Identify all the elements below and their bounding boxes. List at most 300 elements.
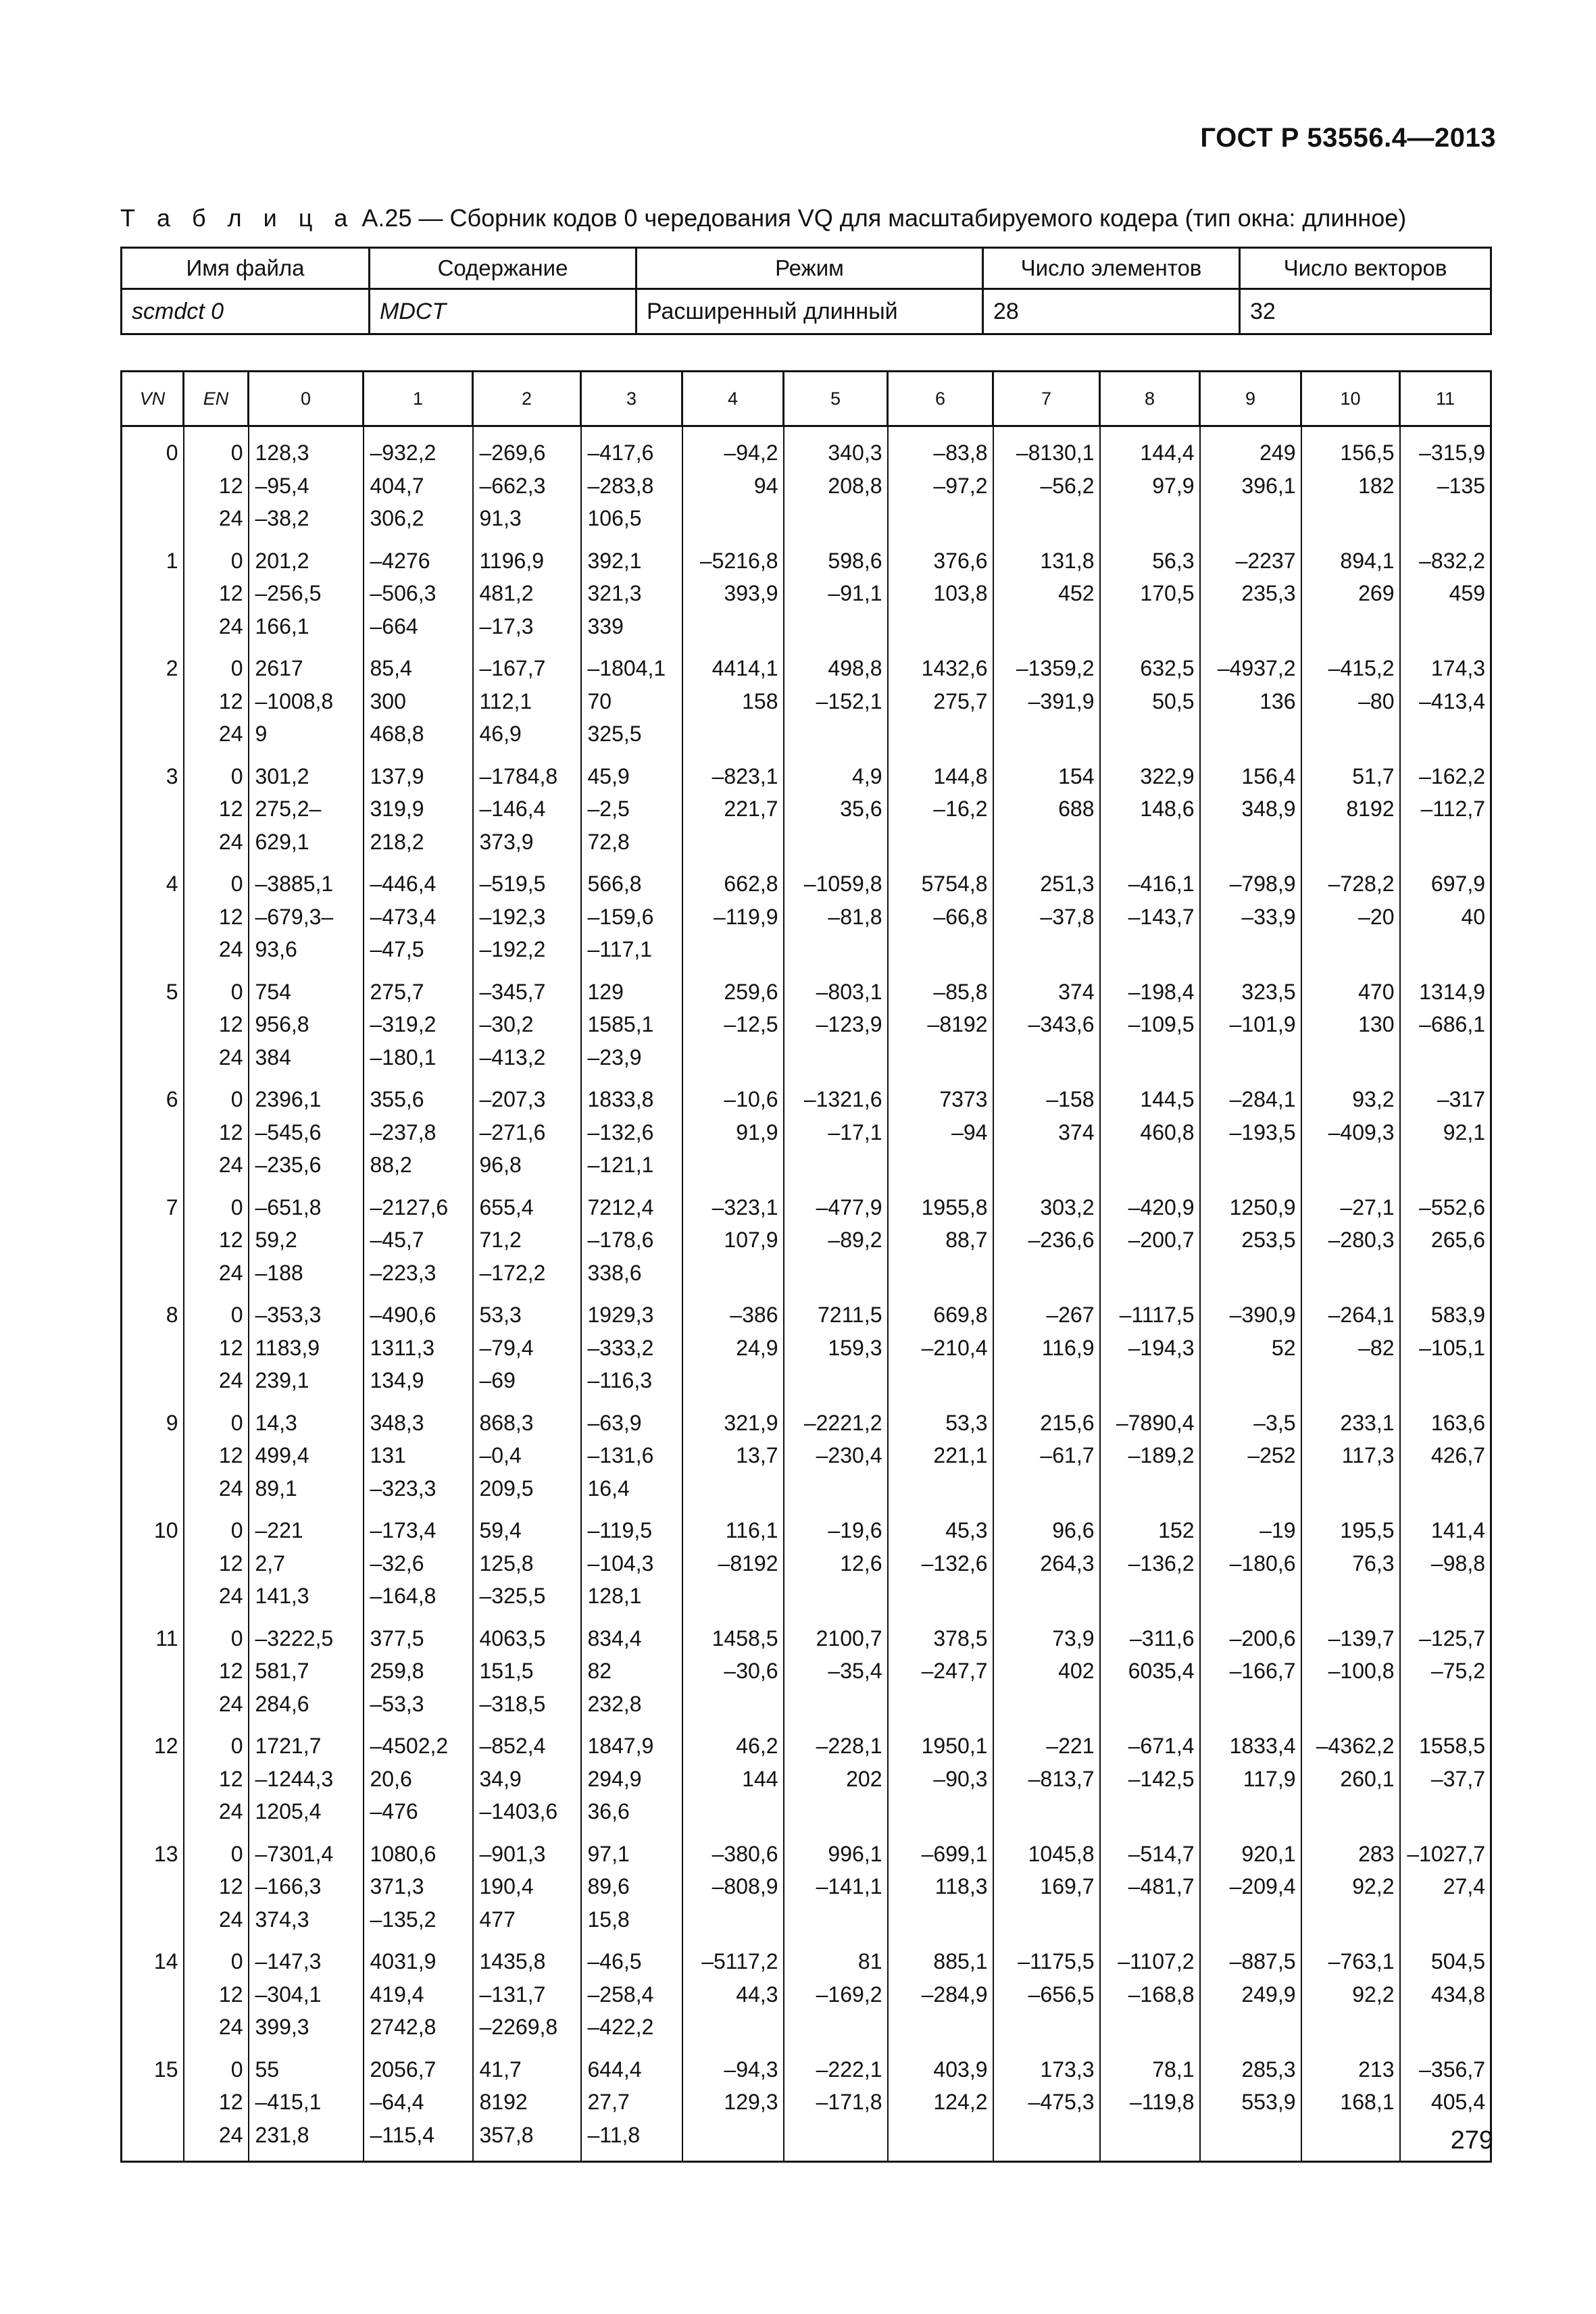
cell-value: 275,2– xyxy=(255,797,322,821)
cell-value: –319,2 xyxy=(370,1012,437,1036)
cell-value: 0 xyxy=(230,1734,243,1758)
cell-value: –333,2 xyxy=(587,1335,654,1360)
cell-value: 12 xyxy=(218,1874,243,1898)
value-cell-col-2 xyxy=(473,760,581,868)
cell-value: –109,5 xyxy=(1128,1012,1195,1036)
cell-value: 27,4 xyxy=(1443,1874,1485,1898)
cell-value: 174,3 xyxy=(1430,656,1485,680)
cell-value: –679,3– xyxy=(255,904,334,929)
cell-value: 94 xyxy=(753,473,778,498)
value-cell-col-9 xyxy=(1200,2053,1301,2162)
cell-value: 12,6 xyxy=(840,1551,882,1576)
cell-value: –12,5 xyxy=(724,1012,778,1036)
cell-value: 392,1 xyxy=(587,548,642,573)
cell-value: 4414,1 xyxy=(712,656,778,680)
cell-value: –413,2 xyxy=(479,1045,546,1070)
cell-value: 319,9 xyxy=(370,797,424,821)
vector-row-group xyxy=(122,1622,1491,1730)
cell-value: 151,5 xyxy=(479,1659,534,1683)
cell-value: –258,4 xyxy=(587,1982,654,2007)
cell-value: –409,3 xyxy=(1328,1120,1395,1145)
spacer-cell xyxy=(1200,426,1301,437)
cell-value: –171,8 xyxy=(816,2090,882,2114)
vn-cell xyxy=(122,2053,184,2162)
cell-value: 20,6 xyxy=(370,1766,412,1791)
value-cell-col-0 xyxy=(249,2053,364,2162)
en-cell xyxy=(184,1514,249,1622)
cell-value: 376,6 xyxy=(933,548,988,573)
value-cell-col-2 xyxy=(473,652,581,760)
cell-value: 553,9 xyxy=(1241,2090,1296,2114)
value-cell-col-5 xyxy=(784,2053,888,2162)
cell-value: 53,3 xyxy=(479,1303,522,1327)
cell-value: –4276 xyxy=(370,548,430,573)
cell-value: 78,1 xyxy=(1152,2057,1195,2082)
value-cell-col-7 xyxy=(993,436,1100,545)
cell-value: –142,5 xyxy=(1128,1766,1195,1791)
cell-value: –852,4 xyxy=(479,1734,546,1758)
cell-value: 294,9 xyxy=(587,1766,642,1791)
cell-value: 103,8 xyxy=(933,581,988,605)
cell-value: –188 xyxy=(255,1260,303,1285)
cell-value: 5 xyxy=(166,979,178,1004)
cell-value: –664 xyxy=(370,613,418,638)
vector-row-group xyxy=(122,1838,1491,1946)
cell-value: –47,5 xyxy=(370,937,424,961)
value-cell-col-11 xyxy=(1400,652,1491,760)
value-cell-col-11 xyxy=(1400,976,1491,1084)
value-cell-col-7 xyxy=(993,545,1100,653)
cell-value: 920,1 xyxy=(1241,1841,1296,1866)
cell-value: 128,1 xyxy=(587,1584,642,1608)
value-cell-col-9 xyxy=(1200,1622,1301,1730)
en-cell xyxy=(184,2053,249,2162)
cell-value: 322,9 xyxy=(1140,763,1195,788)
cell-value: 158 xyxy=(742,688,778,713)
cell-value: 0 xyxy=(230,441,243,465)
cell-value: –4502,2 xyxy=(370,1734,449,1758)
cell-value: 1833,8 xyxy=(587,1087,654,1111)
cell-value: 45,3 xyxy=(945,1518,988,1542)
cell-value: 1558,5 xyxy=(1419,1734,1485,1758)
value-cell-col-1 xyxy=(364,2053,473,2162)
spacer-cell xyxy=(1301,426,1400,437)
cell-value: –1321,6 xyxy=(803,1087,882,1111)
column-header: 0 xyxy=(249,372,364,426)
value-cell-col-0 xyxy=(249,1945,364,2053)
cell-value: –210,4 xyxy=(921,1335,988,1360)
cell-value: 92,2 xyxy=(1352,1874,1395,1898)
cell-value: –209,4 xyxy=(1229,1874,1296,1898)
value-cell-col-11 xyxy=(1400,1191,1491,1299)
cell-value: –7301,4 xyxy=(255,1841,334,1866)
spacer-cell xyxy=(249,426,364,437)
cell-value: –1784,8 xyxy=(479,763,558,788)
cell-value: 419,4 xyxy=(370,1982,424,2007)
value-cell-col-5 xyxy=(784,1622,888,1730)
cell-value: –3222,5 xyxy=(255,1626,334,1651)
cell-value: –146,4 xyxy=(479,797,546,821)
cell-value: 40 xyxy=(1461,904,1485,929)
value-cell-col-0 xyxy=(249,436,364,545)
en-cell xyxy=(184,867,249,976)
value-cell-col-6 xyxy=(888,1299,993,1407)
cell-value: –121,1 xyxy=(587,1153,654,1177)
cell-value: –98,8 xyxy=(1430,1551,1485,1576)
value-cell-col-8 xyxy=(1100,1730,1200,1838)
value-cell-col-9 xyxy=(1200,1838,1301,1946)
cell-value: –131,7 xyxy=(479,1982,546,2007)
cell-value: –32,6 xyxy=(370,1551,424,1576)
cell-value: –119,9 xyxy=(714,904,778,929)
value-cell-col-6 xyxy=(888,1514,993,1622)
value-cell-col-1 xyxy=(364,1838,473,1946)
spacer-cell xyxy=(784,426,888,437)
cell-value: –2127,6 xyxy=(370,1194,449,1219)
value-cell-col-3 xyxy=(581,1083,682,1191)
vector-row-group xyxy=(122,760,1491,868)
value-cell-col-5 xyxy=(784,1514,888,1622)
cell-value: –932,2 xyxy=(370,441,437,465)
value-cell-col-2 xyxy=(473,976,581,1084)
value-cell-col-3 xyxy=(581,436,682,545)
value-cell-col-8 xyxy=(1100,652,1200,760)
cell-value: 232,8 xyxy=(587,1691,642,1716)
value-cell-col-4 xyxy=(682,1299,784,1407)
cell-value: 0 xyxy=(230,656,243,680)
value-cell-col-5 xyxy=(784,1407,888,1515)
cell-value: –19 xyxy=(1260,1518,1296,1542)
value-cell-col-5 xyxy=(784,1299,888,1407)
cell-value: –104,3 xyxy=(587,1551,654,1576)
cell-value: 357,8 xyxy=(479,2122,534,2147)
value-cell-col-10 xyxy=(1301,1083,1400,1191)
value-cell-col-1 xyxy=(364,1622,473,1730)
cell-value: –1008,8 xyxy=(255,688,334,713)
cell-value: 137,9 xyxy=(370,763,424,788)
cell-value: 202 xyxy=(846,1766,882,1791)
cell-value: –1244,3 xyxy=(255,1766,334,1791)
value-cell-col-9 xyxy=(1200,1407,1301,1515)
cell-value: 1250,9 xyxy=(1229,1194,1296,1219)
cell-value: 14 xyxy=(153,1949,178,1973)
cell-value: 355,6 xyxy=(370,1087,424,1111)
cell-value: 499,4 xyxy=(255,1443,309,1467)
cell-value: 52 xyxy=(1271,1335,1296,1360)
value-cell-col-6 xyxy=(888,1191,993,1299)
value-cell-col-1 xyxy=(364,976,473,1084)
cell-value: –94,3 xyxy=(724,2057,778,2082)
cell-value: 24 xyxy=(218,1476,243,1501)
cell-value: –808,9 xyxy=(712,1874,778,1898)
value-cell-col-1 xyxy=(364,1730,473,1838)
value-cell-col-7 xyxy=(993,1407,1100,1515)
cell-value: 118,3 xyxy=(934,1874,988,1898)
cell-value: 1 xyxy=(166,548,178,573)
cell-value: 141,3 xyxy=(255,1584,309,1608)
cell-value: –514,7 xyxy=(1128,1841,1195,1866)
en-cell xyxy=(184,545,249,653)
value-cell-col-8 xyxy=(1100,1945,1200,2053)
vector-row-group xyxy=(122,1945,1491,2053)
cell-value: 239,1 xyxy=(255,1368,309,1392)
value-cell-col-8 xyxy=(1100,976,1200,1084)
value-cell-col-11 xyxy=(1400,1730,1491,1838)
value-cell-col-8 xyxy=(1100,545,1200,653)
cell-value: 306,2 xyxy=(370,506,424,530)
cell-value: –167,7 xyxy=(479,656,546,680)
value-cell-col-9 xyxy=(1200,436,1301,545)
value-cell-col-8 xyxy=(1100,1299,1200,1407)
cell-value: –147,3 xyxy=(255,1949,322,1973)
cell-value: –1403,6 xyxy=(479,1799,558,1823)
vn-cell xyxy=(122,545,184,653)
value-cell-col-5 xyxy=(784,976,888,1084)
value-cell-col-2 xyxy=(473,1083,581,1191)
cell-value: 125,8 xyxy=(479,1551,534,1576)
column-header: 9 xyxy=(1200,372,1301,426)
cell-value: –200,7 xyxy=(1128,1228,1195,1252)
cell-value: –17,3 xyxy=(479,613,534,638)
value-cell-col-4 xyxy=(682,760,784,868)
vector-row-group xyxy=(122,2053,1491,2162)
cell-value: –180,6 xyxy=(1229,1551,1296,1576)
cell-value: 81 xyxy=(857,1949,882,1973)
caption-prefix: Т а б л и ц а xyxy=(120,204,355,232)
cell-value: –37,7 xyxy=(1430,1766,1485,1791)
value-cell-col-10 xyxy=(1301,867,1400,976)
value-cell-col-3 xyxy=(581,545,682,653)
en-cell xyxy=(184,760,249,868)
cell-value: –159,6 xyxy=(587,904,654,929)
cell-value: 0 xyxy=(230,1194,243,1219)
cell-value: –16,2 xyxy=(933,797,988,821)
value-cell-col-0 xyxy=(249,1191,364,1299)
cell-value: 284,6 xyxy=(255,1691,309,1716)
cell-value: 24 xyxy=(218,722,243,746)
cell-value: 14,3 xyxy=(255,1410,297,1435)
cell-value: 24 xyxy=(218,1691,243,1716)
cell-value: –152,1 xyxy=(816,688,882,713)
cell-value: 4063,5 xyxy=(479,1626,546,1651)
info-header-row xyxy=(122,248,1491,289)
cell-value: 88,2 xyxy=(370,1153,412,1177)
cell-value: –169,2 xyxy=(816,1982,882,2007)
table-caption xyxy=(120,204,1406,232)
cell-value: –798,9 xyxy=(1229,872,1296,896)
cell-value: –4362,2 xyxy=(1316,1734,1395,1758)
cell-value: 1847,9 xyxy=(587,1734,654,1758)
cell-value: –304,1 xyxy=(255,1982,322,2007)
cell-value: 0 xyxy=(230,1087,243,1111)
cell-value: –35,4 xyxy=(828,1659,882,1683)
cell-value: 55 xyxy=(255,2057,280,2082)
cell-value: –413,4 xyxy=(1419,688,1485,713)
value-cell-col-6 xyxy=(888,867,993,976)
en-cell xyxy=(184,1299,249,1407)
info-file-name: scmdct 0 xyxy=(122,289,370,334)
cell-value: –699,1 xyxy=(921,1841,988,1866)
cell-value: 27,7 xyxy=(587,2090,630,2114)
value-cell-col-8 xyxy=(1100,1407,1200,1515)
value-cell-col-9 xyxy=(1200,1083,1301,1191)
value-cell-col-2 xyxy=(473,2053,581,2162)
cell-value: 1435,8 xyxy=(479,1949,546,1973)
vector-row-group xyxy=(122,1514,1491,1622)
cell-value: –5216,8 xyxy=(699,548,778,573)
cell-value: 340,3 xyxy=(828,441,882,465)
cell-value: –4937,2 xyxy=(1217,656,1296,680)
cell-value: 1314,9 xyxy=(1419,979,1485,1004)
cell-value: –813,7 xyxy=(1028,1766,1095,1791)
cell-value: 0 xyxy=(230,979,243,1004)
cell-value: 459 xyxy=(1449,581,1485,605)
cell-value: 498,8 xyxy=(828,656,882,680)
cell-value: –158 xyxy=(1046,1087,1095,1111)
cell-value: 434,8 xyxy=(1430,1982,1485,2007)
value-cell-col-3 xyxy=(581,1514,682,1622)
cell-value: 1311,3 xyxy=(370,1335,434,1360)
value-cell-col-7 xyxy=(993,1191,1100,1299)
cell-value: 16,4 xyxy=(587,1476,630,1501)
value-cell-col-1 xyxy=(364,1299,473,1407)
cell-value: 321,9 xyxy=(724,1410,778,1435)
cell-value: 154 xyxy=(1058,763,1095,788)
cell-value: 404,7 xyxy=(370,473,424,498)
cell-value: –446,4 xyxy=(370,872,437,896)
cell-value: –56,2 xyxy=(1040,473,1095,498)
cell-value: –267 xyxy=(1046,1303,1095,1327)
cell-value: 403,9 xyxy=(933,2057,988,2082)
value-cell-col-7 xyxy=(993,1083,1100,1191)
column-header: 6 xyxy=(888,372,993,426)
cell-value: 209,5 xyxy=(479,1476,534,1501)
cell-value: 163,6 xyxy=(1430,1410,1485,1435)
cell-value: –83,8 xyxy=(933,441,988,465)
value-cell-col-9 xyxy=(1200,867,1301,976)
cell-value: –284,9 xyxy=(921,1982,988,2007)
value-cell-col-1 xyxy=(364,1945,473,2053)
value-cell-col-0 xyxy=(249,1407,364,1515)
cell-value: 12 xyxy=(218,1551,243,1576)
cell-value: 8192 xyxy=(1346,797,1395,821)
value-cell-col-10 xyxy=(1301,1407,1400,1515)
cell-value: 130 xyxy=(1358,1012,1395,1036)
value-cell-col-6 xyxy=(888,1730,993,1838)
column-header: 3 xyxy=(581,372,682,426)
value-cell-col-11 xyxy=(1400,867,1491,976)
cell-value: –94 xyxy=(951,1120,988,1145)
cell-value: –192,3 xyxy=(479,904,546,929)
cell-value: 195,5 xyxy=(1340,1518,1395,1542)
column-header: VN xyxy=(122,372,184,426)
en-cell xyxy=(184,1407,249,1515)
cell-value: –136,2 xyxy=(1128,1551,1195,1576)
cell-value: –390,9 xyxy=(1229,1303,1296,1327)
cell-value: 393,9 xyxy=(724,581,778,605)
column-header: 2 xyxy=(473,372,581,426)
cell-value: 325,5 xyxy=(587,722,642,746)
cell-value: 1929,3 xyxy=(587,1303,654,1327)
cell-value: 233,1 xyxy=(1340,1410,1395,1435)
cell-value: 470 xyxy=(1358,979,1395,1004)
value-cell-col-10 xyxy=(1301,1730,1400,1838)
cell-value: –686,1 xyxy=(1419,1012,1485,1036)
value-cell-col-2 xyxy=(473,436,581,545)
cell-value: 249 xyxy=(1260,441,1296,465)
value-cell-col-7 xyxy=(993,976,1100,1084)
cell-value: –345,7 xyxy=(479,979,546,1004)
cell-value: 2 xyxy=(166,656,178,680)
value-cell-col-3 xyxy=(581,976,682,1084)
cell-value: –832,2 xyxy=(1419,548,1485,573)
value-cell-col-9 xyxy=(1200,1514,1301,1622)
cell-value: –132,6 xyxy=(587,1120,654,1145)
value-cell-col-10 xyxy=(1301,1299,1400,1407)
en-cell xyxy=(184,652,249,760)
value-cell-col-9 xyxy=(1200,1730,1301,1838)
cell-value: 107,9 xyxy=(724,1228,778,1252)
cell-value: 170,5 xyxy=(1140,581,1195,605)
value-cell-col-6 xyxy=(888,976,993,1084)
cell-value: 0 xyxy=(230,1626,243,1651)
cell-value: 88,7 xyxy=(945,1228,988,1252)
cell-value: 92,2 xyxy=(1352,1982,1395,2007)
cell-value: 59,2 xyxy=(255,1228,297,1252)
en-cell xyxy=(184,1622,249,1730)
cell-value: –823,1 xyxy=(712,763,778,788)
cell-value: –230,4 xyxy=(816,1443,882,1467)
cell-value: 10 xyxy=(153,1518,178,1542)
cell-value: 583,9 xyxy=(1430,1303,1485,1327)
cell-value: 117,9 xyxy=(1243,1766,1296,1791)
value-cell-col-11 xyxy=(1400,760,1491,868)
value-cell-col-11 xyxy=(1400,1083,1491,1191)
cell-value: –178,6 xyxy=(587,1228,654,1252)
vn-cell xyxy=(122,1945,184,2053)
cell-value: 76,3 xyxy=(1352,1551,1395,1576)
cell-value: –5117,2 xyxy=(701,1949,778,1973)
value-cell-col-4 xyxy=(682,1407,784,1515)
value-cell-col-7 xyxy=(993,760,1100,868)
cell-value: 12 xyxy=(218,904,243,929)
cell-value: 0 xyxy=(166,441,178,465)
value-cell-col-10 xyxy=(1301,652,1400,760)
vector-row-group xyxy=(122,436,1491,545)
cell-value: 15,8 xyxy=(587,1907,630,1932)
spacer-cell xyxy=(1100,426,1200,437)
cell-value: –135,2 xyxy=(370,1907,437,1932)
cell-value: 89,1 xyxy=(255,1476,297,1501)
cell-value: 688 xyxy=(1058,797,1095,821)
cell-value: –80 xyxy=(1358,688,1395,713)
cell-value: 300 xyxy=(370,688,406,713)
value-cell-col-0 xyxy=(249,1083,364,1191)
value-cell-col-7 xyxy=(993,2053,1100,2162)
cell-value: 96,8 xyxy=(479,1153,522,1177)
column-header: EN xyxy=(184,372,249,426)
value-cell-col-2 xyxy=(473,867,581,976)
cell-value: –53,3 xyxy=(370,1691,424,1716)
cell-value: 868,3 xyxy=(479,1410,534,1435)
value-cell-col-7 xyxy=(993,867,1100,976)
cell-value: –506,3 xyxy=(370,581,437,605)
cell-value: 91,9 xyxy=(736,1120,778,1145)
cell-value: 148,6 xyxy=(1140,797,1195,821)
vn-cell xyxy=(122,1083,184,1191)
vn-cell xyxy=(122,976,184,1084)
cell-value: 24 xyxy=(218,1799,243,1823)
